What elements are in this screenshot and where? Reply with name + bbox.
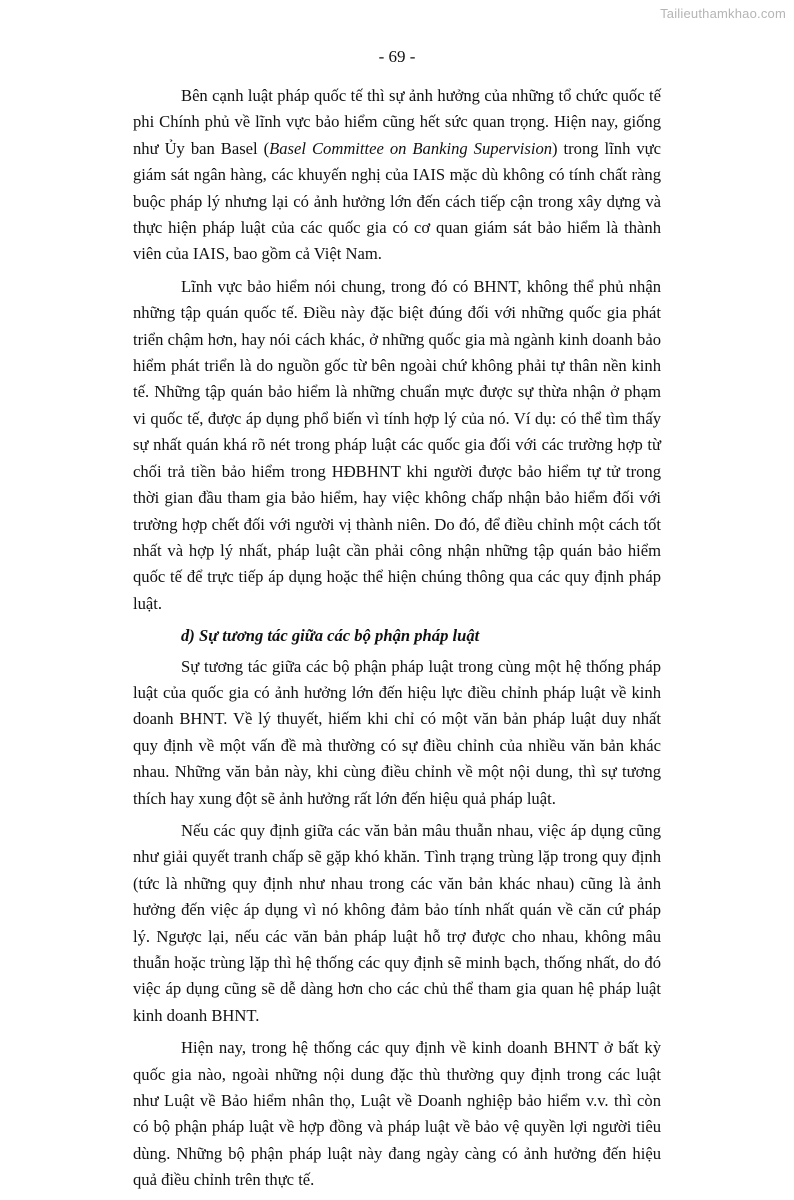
paragraph-1 <box>133 83 661 268</box>
section-heading: d) Sự tương tác giữa các bộ phận pháp luật <box>181 626 480 646</box>
watermark: Tailieuthamkhao.com <box>660 6 786 21</box>
paragraph-3: Sự tương tác giữa các bộ phận pháp luật trong cùng một hệ thống pháp luật của quốc gia có ảnh hưởng lớn đến hiệu lực điều chỉnh pháp luật về kinh doanh BHNT. Về lý thuyết, hiếm khi chỉ có một văn bản pháp luật duy nhất quy định về một vấn đề mà thường có sự điều chỉnh của nhiều văn bản khác nhau. Những văn bản này, khi cùng điều chỉnh về một nội dung, thì sự tương thích hay xung đột sẽ ảnh hưởng rất lớn đến hiệu quả pháp luật. <box>133 656 661 808</box>
paragraph-1-text-a: Bên cạnh luật pháp quốc tế thì sự ảnh hưởng của những tổ chức quốc tế phi Chính phủ về lĩnh vực bảo hiểm cũng hết sức quan trọng. Hiện nay, giống như Ủy ban Basel ( <box>133 86 661 158</box>
page-number: - 69 - <box>378 47 416 66</box>
paragraph-1-italic: Basel Committee on Banking Supervision <box>269 138 553 158</box>
paragraph-5: Hiện nay, trong hệ thống các quy định về kinh doanh BHNT ở bất kỳ quốc gia nào, ngoài những nội dung đặc thù thường quy định trong các luật như Luật về Bảo hiểm nhân thọ, Luật về Doanh nghiệp bảo hiểm v.v. thì còn có bộ phận pháp luật về hợp đồng và pháp luật về bảo vệ quyền lợi người tiêu dùng. Những bộ phận pháp luật này đang ngày càng có ảnh hưởng đến hiệu quả điều chỉnh trên thực tế. <box>133 1038 661 1190</box>
paragraph-4: Nếu các quy định giữa các văn bản mâu thuẫn nhau, việc áp dụng cũng như giải quyết tranh chấp sẽ gặp khó khăn. Tình trạng trùng lặp trong quy định (tức là những quy định như nhau trong các văn bản khác nhau) cũng là ảnh hưởng đến việc áp dụng vì nó không đảm bảo tính nhất quán về căn cứ pháp lý. Ngược lại, nếu các văn bản pháp luật hỗ trợ được cho nhau, không mâu thuẫn hoặc trùng lặp thì hệ thống các quy định sẽ minh bạch, thống nhất, do đó việc áp dụng cũng sẽ dễ dàng hơn cho các chủ thể tham gia quan hệ pháp luật kinh doanh BHNT. <box>133 820 661 1025</box>
paragraph-2: Lĩnh vực bảo hiểm nói chung, trong đó có BHNT, không thể phủ nhận những tập quán quốc tế. Điều này đặc biệt đúng đối với những quốc gia phát triển chậm hơn, hay nói cách khác, ở những quốc gia mà ngành kinh doanh bảo hiểm phát triển là do nguồn gốc từ bên ngoài chứ không phải tự thân nền kinh tế. Những tập quán bảo hiểm là những chuẩn mực được sự thừa nhận ở phạm vi quốc tế, được áp dụng phổ biến vì tính hợp lý của nó. Ví dụ: có thể tìm thấy sự nhất quán khá rõ nét trong pháp luật các quốc gia đối với các trường hợp từ chối trả tiền bảo hiểm trong HĐBHNT khi người được bảo hiểm tự tử trong thời gian đầu tham gia bảo hiểm, hay việc không chấp nhận bảo hiểm đối với trường hợp chết đối với người vị thành niên. Do đó, để điều chỉnh một cách tốt nhất và hợp lý nhất, pháp luật cần phải công nhận những tập quán bảo hiểm quốc tế để trực tiếp áp dụng hoặc thể hiện chúng thông qua các quy định pháp luật. <box>133 276 661 613</box>
paragraph-1-text-b: ) trong lĩnh vực giám sát ngân hàng, các khuyến nghị của IAIS mặc dù không có tính chất ràng buộc pháp lý nhưng lại có ảnh hưởng lớn đến cách tiếp cận trong xây dựng và thực hiện pháp luật của các quốc gia có cơ quan giám sát bảo hiểm là thành viên của IAIS, bao gồm cả Việt Nam. <box>133 138 661 264</box>
document-body <box>133 83 661 1200</box>
